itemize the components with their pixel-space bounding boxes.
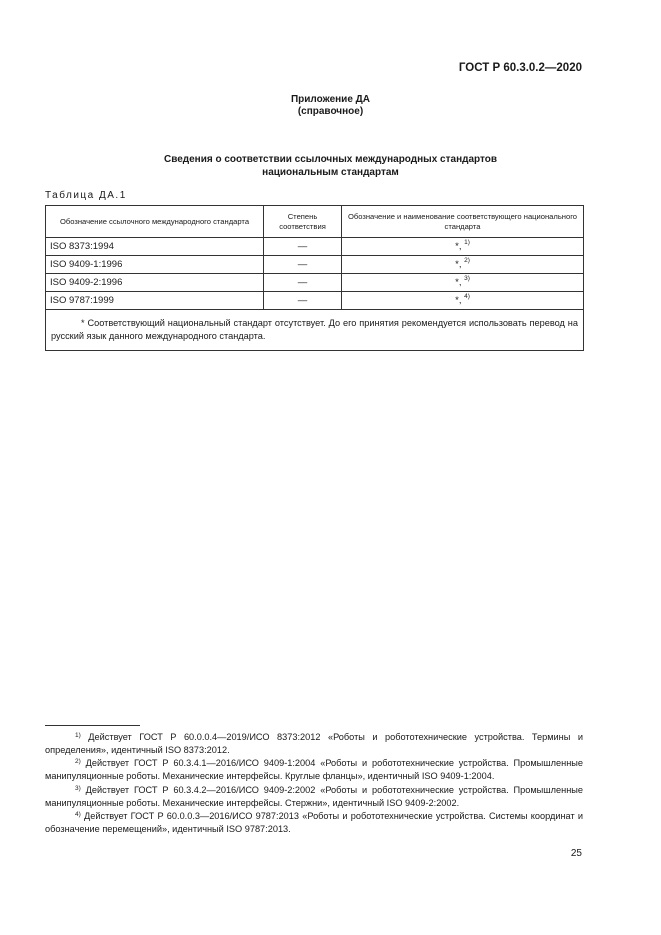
table-row — [46, 292, 584, 310]
footnote — [45, 810, 583, 836]
table-note-row — [46, 310, 584, 351]
cell-degree: — — [264, 256, 342, 274]
section-title-line1: Сведения о соответствии ссылочных международных стандартов — [163, 154, 498, 165]
annex-title: Приложение ДА — [290, 94, 371, 105]
cell-national: *, $^{1)}$ — [342, 238, 584, 256]
correspondence-table — [45, 205, 584, 351]
cell-degree: — — [264, 292, 342, 310]
footnote-ref[interactable]: 2) — [464, 257, 470, 264]
header-intl-standard: Обозначение ссылочного международного стандарта — [46, 206, 264, 238]
footnote-mark: 4) — [75, 811, 81, 818]
footnote-mark: 1) — [75, 732, 81, 739]
standard-header: ГОСТ Р 60.3.0.2—2020 — [458, 62, 582, 74]
table-row — [46, 238, 584, 256]
table-note-text: * Соответствующий национальный стандарт отсутствует. До его принятия рекомендуется использовать перевод на русский язык данного международного стандарта. — [51, 317, 578, 341]
header-national-standard: Обозначение и наименование соответствующего национального стандарта — [342, 206, 584, 238]
footnote — [45, 757, 583, 783]
footnote-text: Действует ГОСТ Р 60.3.4.1—2016/ИСО 9409-1:2004 «Роботы и робототехнические устройства. Промышленные манипуляционные роботы. Механические интерфейсы. Круглые фланцы», идентичный ISO 9409-1:2004. — [45, 758, 583, 781]
national-asterisk: * — [455, 259, 459, 270]
national-asterisk: * — [455, 295, 459, 306]
table-note — [46, 310, 584, 351]
national-asterisk: * — [455, 277, 459, 288]
footnote-mark: 2) — [75, 758, 81, 765]
page-number: 25 — [570, 848, 582, 859]
footnote — [45, 731, 583, 757]
cell-intl: ISO 9409-2:1996 — [46, 274, 264, 292]
header-degree: Степень соответствия — [264, 206, 342, 238]
footnote-ref[interactable]: 1) — [464, 239, 470, 246]
section-title — [0, 153, 661, 179]
table-row — [46, 256, 584, 274]
footnote-ref[interactable]: 3) — [464, 275, 470, 282]
cell-degree: — — [264, 274, 342, 292]
footnote-mark: 3) — [75, 785, 81, 792]
footnote — [45, 784, 583, 810]
table-caption: Таблица ДА.1 — [45, 190, 127, 201]
cell-national: *, $^{4)}$ — [342, 292, 584, 310]
footnote-text: Действует ГОСТ Р 60.3.4.2—2016/ИСО 9409-2:2002 «Роботы и робототехнические устройства. Промышленные манипуляционные роботы. Механические интерфейсы. Стержни», идентичный ISO 9409-2:2002. — [45, 785, 583, 808]
section-title-line2: национальным стандартам — [262, 167, 399, 178]
cell-intl: ISO 9409-1:1996 — [46, 256, 264, 274]
footnote-ref[interactable]: 4) — [464, 293, 470, 300]
footnote-text: Действует ГОСТ Р 60.0.0.4—2019/ИСО 8373:2012 «Роботы и робототехнические устройства. Термины и определения», идентичный ISO 8373:2012. — [45, 732, 583, 755]
cell-intl: ISO 9787:1999 — [46, 292, 264, 310]
cell-intl: ISO 8373:1994 — [46, 238, 264, 256]
cell-national: *, $^{2)}$ — [342, 256, 584, 274]
table-header-row — [46, 206, 584, 238]
footnote-text: Действует ГОСТ Р 60.0.0.3—2016/ИСО 9787:2013 «Роботы и робототехнические устройства. Системы координат и обозначение перемещений», идентичный ISO 9787:2013. — [45, 811, 584, 834]
cell-degree: — — [264, 238, 342, 256]
footnote-divider — [45, 725, 140, 726]
cell-national: *, $^{3)}$ — [342, 274, 584, 292]
annex-subtitle: (справочное) — [297, 106, 364, 117]
table-row — [46, 274, 584, 292]
national-asterisk: * — [455, 241, 459, 252]
